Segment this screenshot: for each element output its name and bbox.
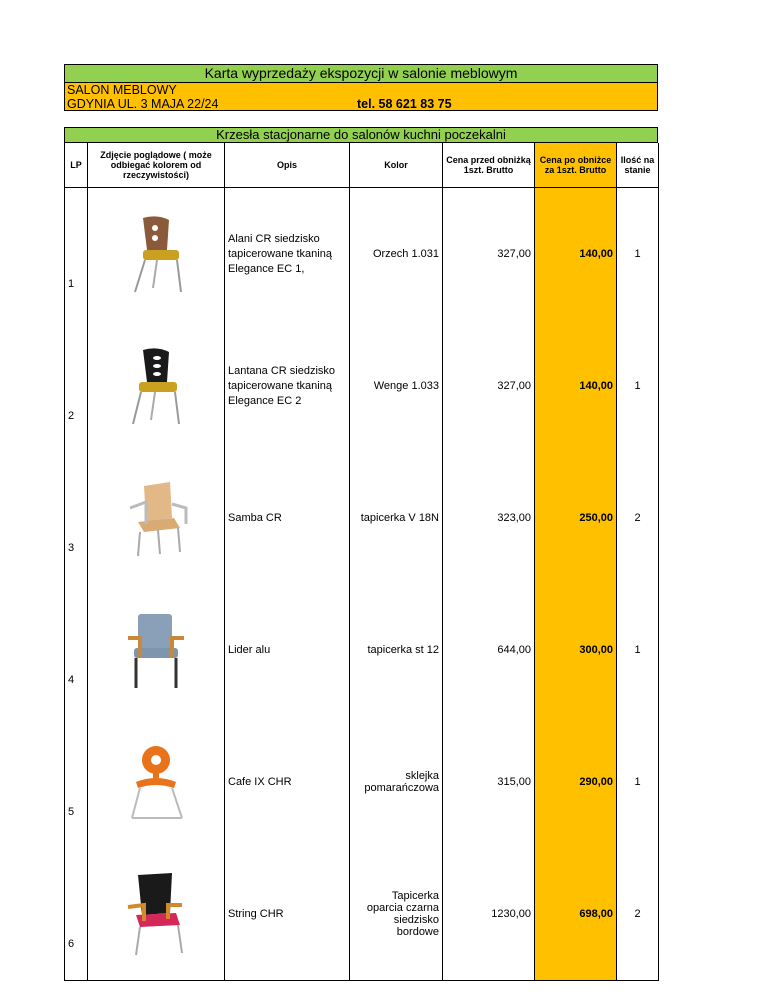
row-color: sklejka pomarańczowa (350, 716, 443, 848)
cafe-chair-icon (88, 716, 225, 848)
section-title: Krzesła stacjonarne do salonów kuchni poczekalni (64, 127, 658, 143)
table-row (65, 848, 659, 981)
row-desc: Samba CR (225, 452, 350, 584)
row-color: Orzech 1.031 (350, 188, 443, 321)
row-price-before: 327,00 (443, 320, 535, 452)
string-chair-icon (88, 848, 225, 981)
row-desc: Lider alu (225, 584, 350, 716)
col-photo: Zdjęcie poglądowe ( może odbiegać kolorem od rzeczywistości) (88, 143, 225, 188)
row-lp: 1 (65, 188, 88, 321)
row-price-after: 250,00 (535, 452, 617, 584)
row-price-after: 140,00 (535, 188, 617, 321)
col-color: Kolor (350, 143, 443, 188)
row-color: tapicerka st 12 (350, 584, 443, 716)
row-price-after: 140,00 (535, 320, 617, 452)
table-row (65, 452, 659, 584)
alani-chair-icon (88, 188, 225, 321)
row-color: tapicerka V 18N (350, 452, 443, 584)
col-price-before: Cena przed obniżką 1szt. Brutto (443, 143, 535, 188)
row-qty: 1 (617, 188, 659, 321)
row-color: Wenge 1.033 (350, 320, 443, 452)
store-name: SALON MEBLOWY (67, 83, 177, 97)
row-color: Tapicerka oparcia czarna siedzisko bordowe (350, 848, 443, 981)
row-price-before: 315,00 (443, 716, 535, 848)
col-desc: Opis (225, 143, 350, 188)
row-desc: Alani CR siedzisko tapicerowane tkaniną Elegance EC 1, (225, 188, 350, 321)
row-lp: 5 (65, 716, 88, 848)
row-desc: Cafe IX CHR (225, 716, 350, 848)
row-lp: 4 (65, 584, 88, 716)
store-address: GDYNIA UL. 3 MAJA 22/24 (67, 97, 219, 111)
col-price-after: Cena po obniżce za 1szt. Brutto (535, 143, 617, 188)
samba-chair-icon (88, 452, 225, 584)
row-price-after: 300,00 (535, 584, 617, 716)
row-desc: Lantana CR siedzisko tapicerowane tkaniną Elegance EC 2 (225, 320, 350, 452)
row-price-before: 1230,00 (443, 848, 535, 981)
row-qty: 1 (617, 584, 659, 716)
row-qty: 2 (617, 452, 659, 584)
row-qty: 1 (617, 716, 659, 848)
row-lp: 2 (65, 320, 88, 452)
row-lp: 3 (65, 452, 88, 584)
row-price-before: 644,00 (443, 584, 535, 716)
row-lp: 6 (65, 848, 88, 981)
table-row (65, 320, 659, 452)
lantana-chair-icon (88, 320, 225, 452)
col-lp: LP (65, 143, 88, 188)
page-title: Karta wyprzedaży ekspozycji w salonie meblowym (65, 65, 657, 83)
lider-chair-icon (88, 584, 225, 716)
table-row (65, 584, 659, 716)
row-qty: 2 (617, 848, 659, 981)
col-qty: Ilość na stanie (617, 143, 659, 188)
store-phone: tel. 58 621 83 75 (357, 97, 452, 111)
table-row (65, 716, 659, 848)
row-price-after: 698,00 (535, 848, 617, 981)
store-header (64, 64, 658, 111)
row-price-before: 323,00 (443, 452, 535, 584)
product-table (64, 143, 659, 981)
row-price-before: 327,00 (443, 188, 535, 321)
row-desc: String CHR (225, 848, 350, 981)
table-header (65, 143, 659, 188)
table-row (65, 188, 659, 321)
row-price-after: 290,00 (535, 716, 617, 848)
row-qty: 1 (617, 320, 659, 452)
